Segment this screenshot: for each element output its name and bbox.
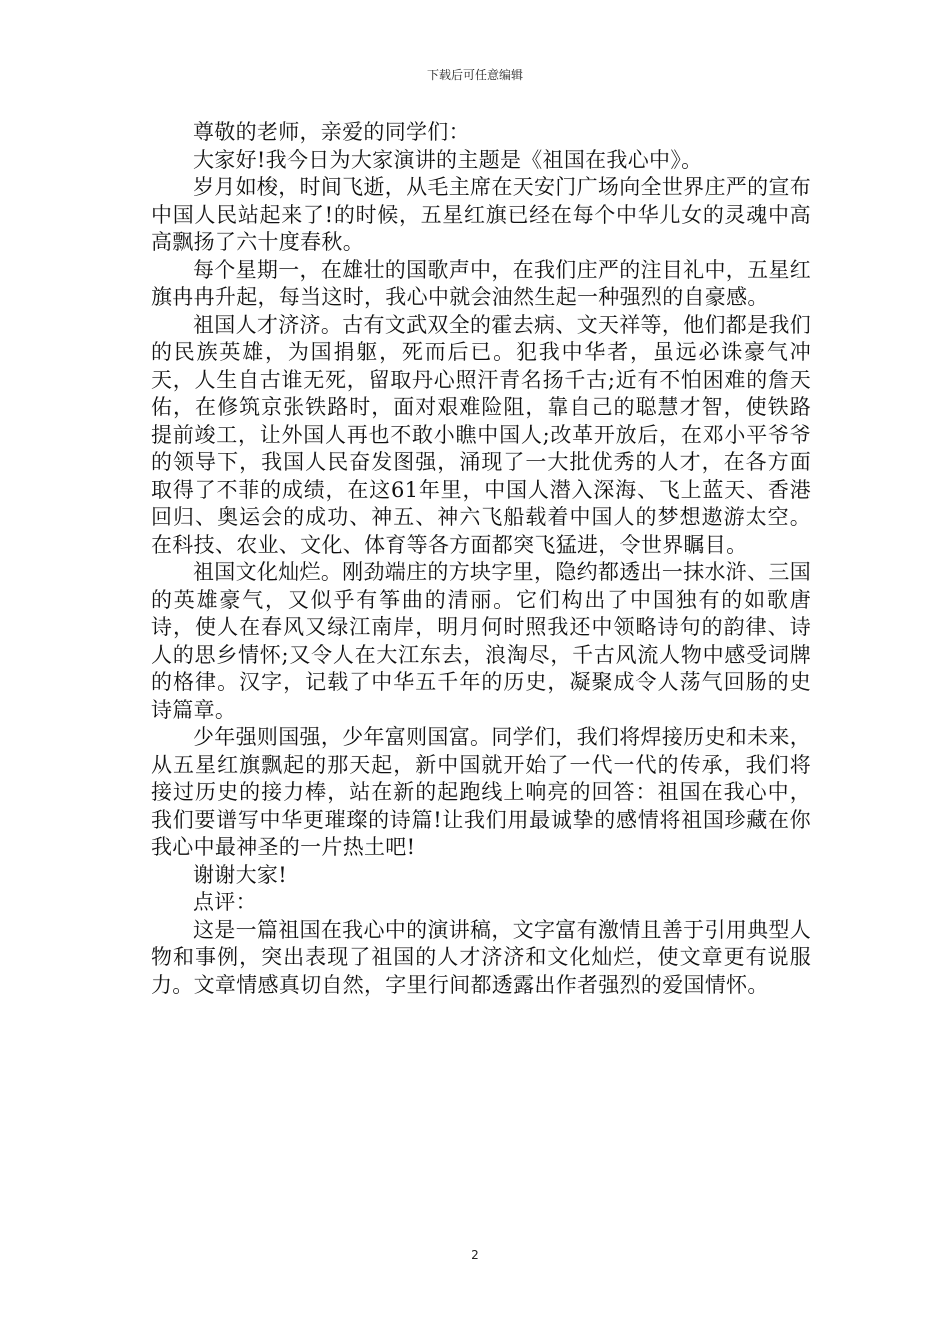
document-body [151, 119, 811, 999]
paragraph-greeting: 大家好!我今日为大家演讲的主题是《祖国在我心中》。 [193, 147, 703, 172]
page-header: 下载后可任意编辑 [426, 68, 523, 82]
paragraph-thanks: 谢谢大家! [193, 862, 287, 887]
paragraph-culture: 祖国文化灿烂。刚劲端庄的方块字里，隐约都透出一抹水浒、三国的英雄豪气，又似乎有筝曲的清丽。它们构出了中国独有的如歌唐诗，使人在春风又绿江南岸，明月何时照我还中领略诗句的韵律、诗人的思乡情怀;又令人在大江东去，浪淘尽，千古风流人物中感受词牌的格律。汉字，记载了中华五千年的历史，凝聚成令人荡气回肠的史诗篇章。 [151, 560, 811, 722]
paragraph-youth: 少年强则国强，少年富则国富。同学们，我们将焊接历史和未来，从五星红旗飘起的那天起，新中国就开始了一代一代的传承，我们将接过历史的接力棒，站在新的起跑线上响亮的回答：祖国在我心中，我们要谱写中华更璀璨的诗篇!让我们用最诚挚的感情将祖国珍藏在你我心中最神圣的一片热土吧! [151, 725, 811, 859]
paragraph-salutation: 尊敬的老师，亲爱的同学们： [193, 120, 470, 144]
paragraph-comment: 这是一篇祖国在我心中的演讲稿，文字富有激情且善于引用典型人物和事例，突出表现了祖国的人才济济和文化灿烂，使文章更有说服力。文章情感真切自然，字里行间都透露出作者强烈的爱国情怀。 [151, 917, 811, 997]
paragraph-flag: 每个星期一，在雄壮的国歌声中，在我们庄严的注目礼中，五星红旗冉冉升起，每当这时，我心中就会油然生起一种强烈的自豪感。 [151, 257, 811, 309]
paragraph-talent: 祖国人才济济。古有文武双全的霍去病、文天祥等，他们都是我们的民族英雄，为国捐躯，死而后已。犯我中华者，虽远必诛豪气冲天，人生自古谁无死，留取丹心照汗青名扬千古;近有不怕困难的詹天佑，在修筑京张铁路时，面对艰难险阻，靠自己的聪慧才智，使铁路提前竣工，让外国人再也不敢小瞧中国人;改革开放后，在邓小平爷爷的领导下，我国人民奋发图强，涌现了一大批优秀的人才，在各方面取得了不菲的成绩，在这61年里，中国人潜入深海、飞上蓝天、香港回归、奥运会的成功、神五、神六飞船载着中国人的梦想遨游太空。在科技、农业、文化、体育等各方面都突飞猛进，令世界瞩目。 [151, 312, 811, 557]
paragraph-time: 岁月如梭，时间飞逝，从毛主席在天安门广场向全世界庄严的宣布中国人民站起来了!的时候，五星红旗已经在每个中华儿女的灵魂中高高飘扬了六十度春秋。 [151, 175, 811, 254]
page-number: 2 [471, 1248, 479, 1262]
paragraph-comment-label: 点评： [193, 890, 257, 914]
